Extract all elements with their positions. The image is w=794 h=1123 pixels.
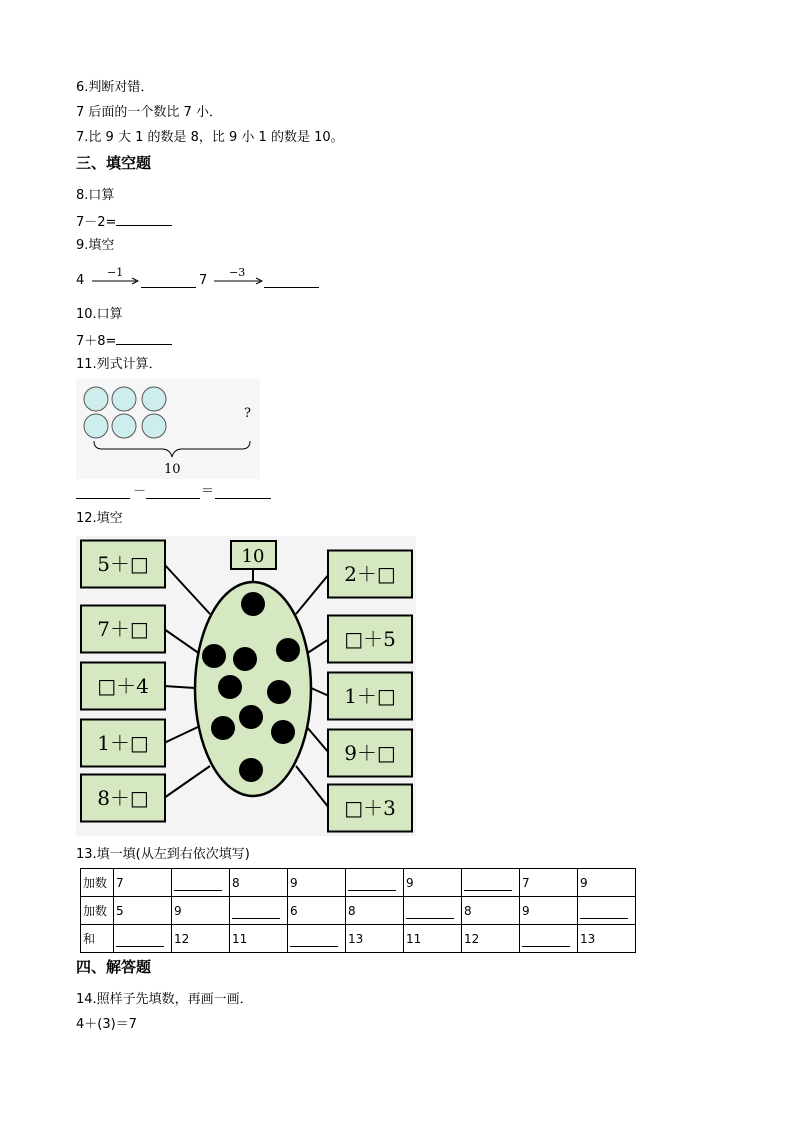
q12-dot bbox=[271, 720, 295, 744]
q13-answer-blank[interactable] bbox=[348, 874, 396, 891]
q12-dot bbox=[267, 680, 291, 704]
q12-dot bbox=[241, 592, 265, 616]
q11-label: 11.列式计算． bbox=[76, 357, 162, 372]
q12-left-box-label-5: 8＋□ bbox=[97, 786, 149, 810]
q9-arrow-2 bbox=[214, 266, 266, 286]
q11-question-mark: ? bbox=[244, 406, 251, 421]
q12-right-box-label-5: □＋3 bbox=[344, 796, 396, 820]
q11-equals: ＝ bbox=[201, 484, 215, 499]
q13-answer-blank[interactable] bbox=[290, 930, 338, 947]
q13-cell: 8 bbox=[230, 869, 288, 897]
q9-label: 9.填空 bbox=[76, 238, 115, 253]
q11-blank-1[interactable] bbox=[76, 486, 130, 499]
q13-answer-cell[interactable] bbox=[346, 869, 404, 897]
q13-answer-cell[interactable] bbox=[230, 897, 288, 925]
q13-cell: 6 bbox=[288, 897, 346, 925]
q13-row-3 bbox=[81, 925, 636, 953]
q11-circle bbox=[142, 387, 166, 411]
q11-circle bbox=[84, 387, 108, 411]
q12-right-box-label-4: 9＋□ bbox=[344, 741, 396, 765]
q12-dot bbox=[233, 647, 257, 671]
q11-circle bbox=[84, 414, 108, 438]
section-4-title: 四、解答题 bbox=[76, 958, 152, 976]
q12-label: 12.填空 bbox=[76, 511, 123, 526]
q9-start: 4 bbox=[76, 273, 85, 288]
q11-total: 10 bbox=[164, 462, 181, 477]
q9-mid: 7 bbox=[199, 273, 208, 288]
q13-answer-blank[interactable] bbox=[522, 930, 570, 947]
q12-right-box-label-1: 2＋□ bbox=[344, 562, 396, 586]
q12-dot bbox=[239, 758, 263, 782]
q13-cell: 9 bbox=[520, 897, 578, 925]
q10-answer-blank[interactable] bbox=[116, 332, 172, 345]
q10-label: 10.口算 bbox=[76, 307, 123, 322]
q11-circle bbox=[112, 414, 136, 438]
q13-answer-cell[interactable] bbox=[520, 925, 578, 953]
section-3-title: 三、填空题 bbox=[76, 154, 152, 172]
q13-cell: 9 bbox=[578, 869, 636, 897]
q6-statement: 7 后面的一个数比 7 小． bbox=[76, 105, 222, 120]
q12-dot bbox=[211, 716, 235, 740]
q13-row-header: 加数 bbox=[81, 897, 114, 925]
q13-cell: 13 bbox=[578, 925, 636, 953]
q13-cell: 11 bbox=[404, 925, 462, 953]
q12-dot bbox=[239, 705, 263, 729]
q8-answer-blank[interactable] bbox=[116, 213, 172, 226]
q13-cell: 5 bbox=[114, 897, 172, 925]
q11-figure bbox=[76, 379, 260, 479]
q12-top-value: 10 bbox=[241, 546, 265, 567]
q12-left-box-label-1: 5＋□ bbox=[97, 552, 149, 576]
q11-minus: － bbox=[133, 484, 147, 499]
q13-answer-cell[interactable] bbox=[578, 897, 636, 925]
q13-cell: 9 bbox=[404, 869, 462, 897]
q12-right-box-label-3: 1＋□ bbox=[344, 684, 396, 708]
q13-answer-cell[interactable] bbox=[462, 869, 520, 897]
q13-row-1 bbox=[81, 869, 636, 897]
q13-answer-cell[interactable] bbox=[114, 925, 172, 953]
q13-cell: 8 bbox=[346, 897, 404, 925]
q9-op1: −1 bbox=[107, 266, 124, 279]
q13-answer-cell[interactable] bbox=[172, 869, 230, 897]
q12-right-box-label-2: □＋5 bbox=[344, 627, 396, 651]
q11-circle bbox=[142, 414, 166, 438]
q12-left-box-label-3: □＋4 bbox=[97, 674, 149, 698]
q13-cell: 9 bbox=[172, 897, 230, 925]
q13-cell: 7 bbox=[520, 869, 578, 897]
q9-op2: −3 bbox=[229, 266, 246, 279]
q7-statement: 7.比 9 大 1 的数是 8，比 9 小 1 的数是 10。 bbox=[76, 130, 344, 145]
q10-expression bbox=[76, 332, 172, 350]
q13-answer-blank[interactable] bbox=[464, 874, 512, 891]
q13-cell: 13 bbox=[346, 925, 404, 953]
q12-dot bbox=[276, 638, 300, 662]
q13-answer-blank[interactable] bbox=[580, 902, 628, 919]
q13-answer-blank[interactable] bbox=[406, 902, 454, 919]
q9-arrow-1 bbox=[92, 266, 142, 286]
q6-label: 6.判断对错． bbox=[76, 80, 154, 95]
q10-expr-text: 7＋8= bbox=[76, 334, 117, 349]
q13-row-header: 加数 bbox=[81, 869, 114, 897]
q13-cell: 12 bbox=[172, 925, 230, 953]
q8-expr-text: 7－2= bbox=[76, 215, 117, 230]
q14-example: 4＋(3)＝7 bbox=[76, 1017, 137, 1032]
q9-blank-2[interactable] bbox=[264, 275, 319, 288]
q13-cell: 8 bbox=[462, 897, 520, 925]
q11-blank-3[interactable] bbox=[215, 486, 271, 499]
q13-answer-blank[interactable] bbox=[174, 874, 222, 891]
q13-cell: 11 bbox=[230, 925, 288, 953]
q13-table bbox=[80, 868, 636, 953]
q8-expression bbox=[76, 213, 172, 231]
q13-row-header: 和 bbox=[81, 925, 114, 953]
q12-figure bbox=[76, 536, 416, 836]
q13-row-2 bbox=[81, 897, 636, 925]
q8-label: 8.口算 bbox=[76, 188, 115, 203]
q12-left-box-label-4: 1＋□ bbox=[97, 731, 149, 755]
q13-label: 13.填一填(从左到右依次填写) bbox=[76, 847, 250, 862]
q11-circle bbox=[112, 387, 136, 411]
q12-dot bbox=[202, 644, 226, 668]
q13-answer-cell[interactable] bbox=[288, 925, 346, 953]
q13-answer-blank[interactable] bbox=[232, 902, 280, 919]
q13-cell: 12 bbox=[462, 925, 520, 953]
q11-blank-2[interactable] bbox=[146, 486, 200, 499]
q12-dot bbox=[218, 675, 242, 699]
q14-label: 14.照样子先填数，再画一画． bbox=[76, 992, 253, 1007]
q13-answer-blank[interactable] bbox=[116, 930, 164, 947]
q13-answer-cell[interactable] bbox=[404, 897, 462, 925]
q12-left-box-label-2: 7＋□ bbox=[97, 617, 149, 641]
q13-cell: 7 bbox=[114, 869, 172, 897]
q9-blank-1[interactable] bbox=[141, 275, 196, 288]
q13-cell: 9 bbox=[288, 869, 346, 897]
